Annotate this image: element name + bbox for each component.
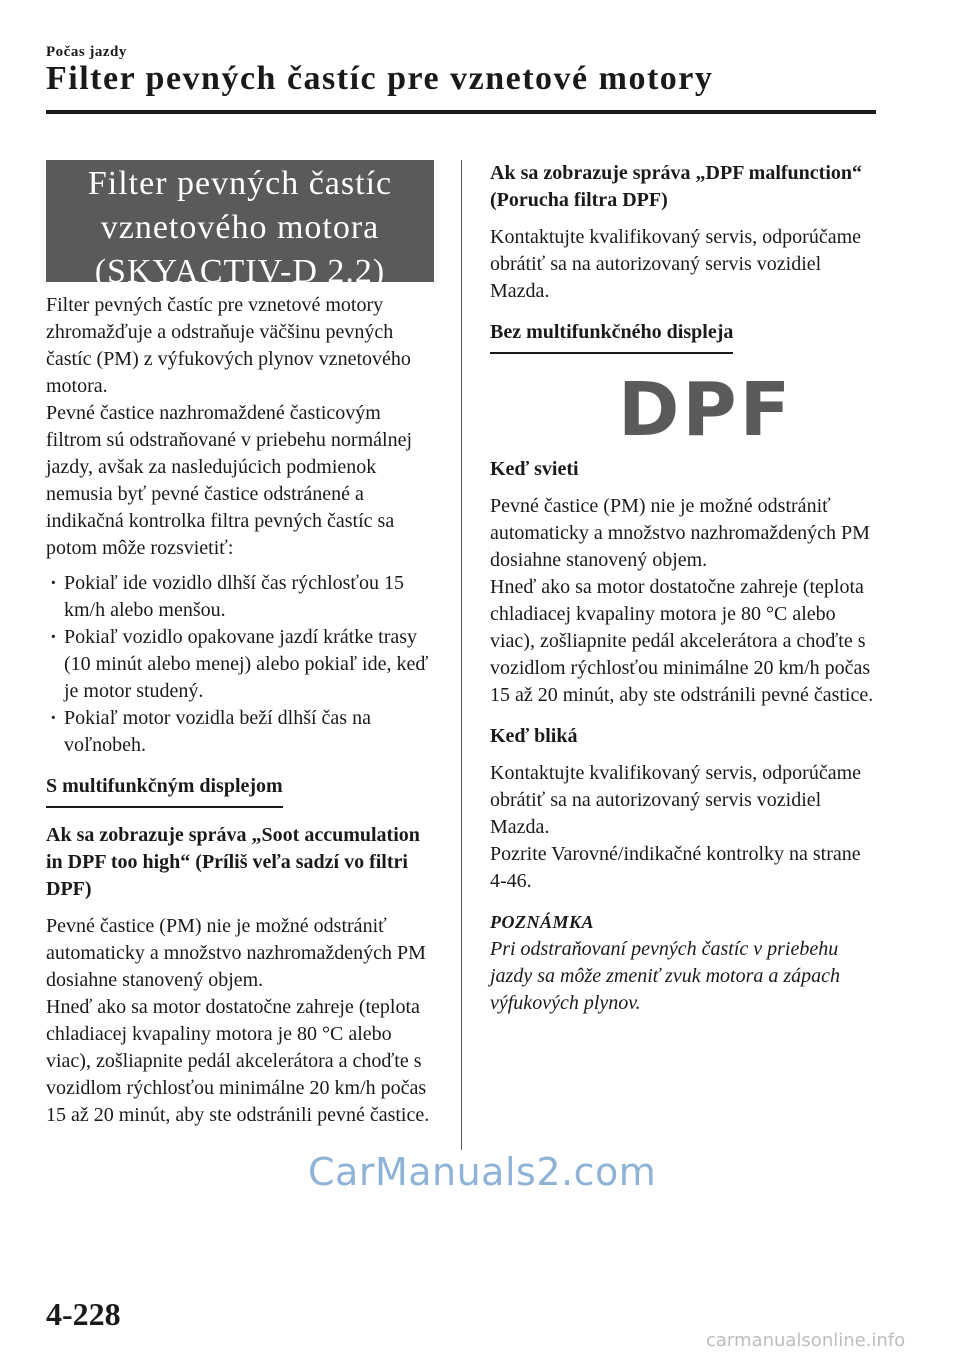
column-divider [461,160,462,1150]
title-box-line-3: (SKYACTIV-D 2.2) [94,253,386,290]
section-heading-multifunction: S multifunkčným displejom [46,773,283,808]
section-heading-no-display: Bez multifunkčného displeja [490,319,733,354]
soot-text-1: Pevné častice (PM) nie je možné odstrániť automaticky a množstvo nazhromaždených PM dosiahne stanovený objem. [46,915,426,991]
right-column [490,160,880,1017]
header-rule [46,110,876,114]
sub-heading-malfunction: Ak sa zobrazuje správa „DPF malfunction“ (Porucha filtra DPF) [490,162,863,211]
blink-text-2: Pozrite Varovné/indikačné kontrolky na strane 4-46. [490,843,861,892]
watermark-logo: CarManuals2.com [308,1150,657,1194]
lit-text-1: Pevné častice (PM) nie je možné odstrániť automaticky a množstvo nazhromaždených PM dosiahne stanovený objem. [490,495,870,571]
note-text: Pri odstraňovaní pevných častíc v priebehu jazdy sa môže zmeniť zvuk motora a zápach výfukových plynov. [490,938,841,1014]
note-label: POZNÁMKA [490,912,595,932]
title-box [46,160,434,290]
list-item: · Pokiaľ motor vozidla beží dlhší čas na voľnobeh. [46,705,434,759]
list-item: · Pokiaľ vozidlo opakovane jazdí krátke trasy (10 minút alebo menej) alebo pokiaľ ide, keď je motor studený. [46,624,434,705]
soot-text-2: Hneď ako sa motor dostatočne zahreje (teplota chladiacej kvapaliny motora je 80 °C alebo viac), zošliapnite pedál akcelerátora a choďte s vozidlom rýchlosťou minimálne 20 km/h počas 15 až 20 minút, aby ste odstránili pevné častice. [46,996,430,1126]
blink-heading: Keď bliká [490,725,578,747]
malfunction-text: Kontaktujte kvalifikovaný servis, odporúčame obrátiť sa na autorizovaný servis vozidiel Mazda. [490,226,862,302]
blink-text-1: Kontaktujte kvalifikovaný servis, odporúčame obrátiť sa na autorizovaný servis vozidiel Mazda. [490,762,862,838]
title-box-line-1: Filter pevných častíc [87,165,393,202]
sub-heading-soot: Ak sa zobrazuje správa „Soot accumulation in DPF too high“ (Príliš veľa sadzí vo filtri DPF) [46,824,420,900]
left-column [46,160,434,1129]
lit-text-2: Hneď ako sa motor dostatočne zahreje (teplota chladiacej kvapaliny motora je 80 °C alebo viac), zošliapnite pedál akcelerátora a choďte s vozidlom rýchlosťou minimálne 20 km/h počas 15 až 20 minút, aby ste odstránili pevné častice. [490,576,874,706]
conditions-list [46,570,434,759]
intro-paragraph: Filter pevných častíc pre vznetové motory zhromažďuje a odstraňuje väčšinu pevných častíc (PM) z výfukových plynov vznetového motora. [46,294,411,397]
page-number: 4-228 [46,1296,121,1332]
section-label: Počas jazdy [46,44,127,60]
watermark-site: carmanualsonline.info [706,1330,906,1351]
page-title: Filter pevných častíc pre vznetové motory [46,60,714,97]
lit-heading: Keď svieti [490,458,579,480]
dpf-warning-icon: DPF [618,367,794,453]
intro-paragraph-2: Pevné častice nazhromaždené časticovým filtrom sú odstraňované v priebehu normálnej jazdy, avšak za nasledujúcich podmienok nemusia byť pevné častice odstránené a indikačná kontrolka filtra pevných častíc sa potom môže rozsvietiť: [46,402,413,559]
title-box-line-2: vznetového motora [100,209,380,246]
list-item: · Pokiaľ ide vozidlo dlhší čas rýchlosťou 15 km/h alebo menšou. [46,570,434,624]
